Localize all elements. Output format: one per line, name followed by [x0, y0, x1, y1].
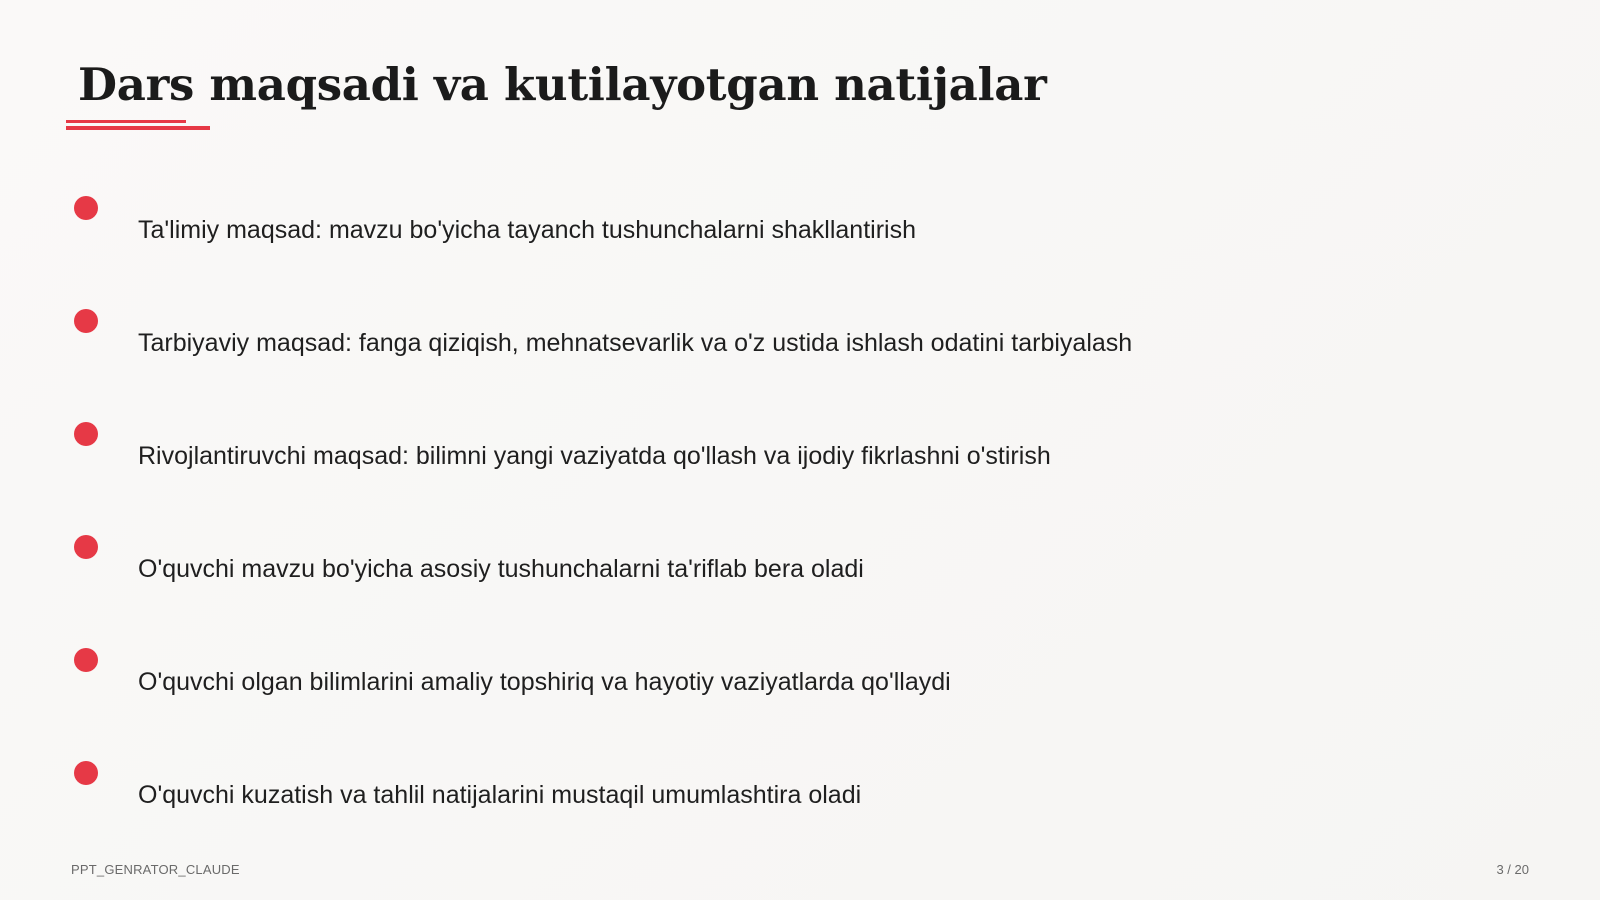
title-underline-bottom: [66, 126, 210, 130]
bullet-item: [0, 648, 1500, 728]
footer-brand: PPT_GENRATOR_CLAUDE: [71, 862, 240, 877]
bullet-dot-icon: [74, 535, 98, 559]
bullet-item: [0, 309, 1500, 389]
bullet-dot-icon: [74, 309, 98, 333]
bullet-dot-icon: [74, 648, 98, 672]
title-underline-top: [66, 120, 186, 123]
bullet-item: [0, 761, 1500, 841]
bullet-text: Ta'limiy maqsad: mavzu bo'yicha tayanch tushunchalarni shakllantirish: [138, 216, 916, 244]
bullet-text: O'quvchi mavzu bo'yicha asosiy tushunchalarni ta'riflab bera oladi: [138, 555, 864, 583]
title-underline: [66, 120, 210, 130]
bullet-dot-icon: [74, 196, 98, 220]
bullet-text: Rivojlantiruvchi maqsad: bilimni yangi vaziyatda qo'llash va ijodiy fikrlashni o'stirish: [138, 442, 1051, 470]
slide-title: Dars maqsadi va kutilayotgan natijalar: [78, 58, 1047, 111]
bullet-text: O'quvchi olgan bilimlarini amaliy topshiriq va hayotiy vaziyatlarda qo'llaydi: [138, 668, 951, 696]
page-indicator: 3 / 20: [1496, 862, 1529, 877]
bullet-dot-icon: [74, 422, 98, 446]
bullet-item: [0, 196, 1500, 276]
bullet-item: [0, 422, 1500, 502]
bullet-item: [0, 535, 1500, 615]
bullet-text: Tarbiyaviy maqsad: fanga qiziqish, mehnatsevarlik va o'z ustida ishlash odatini tarbiyalash: [138, 329, 1133, 357]
bullet-text: O'quvchi kuzatish va tahlil natijalarini mustaqil umumlashtira oladi: [138, 781, 862, 809]
bullet-dot-icon: [74, 761, 98, 785]
